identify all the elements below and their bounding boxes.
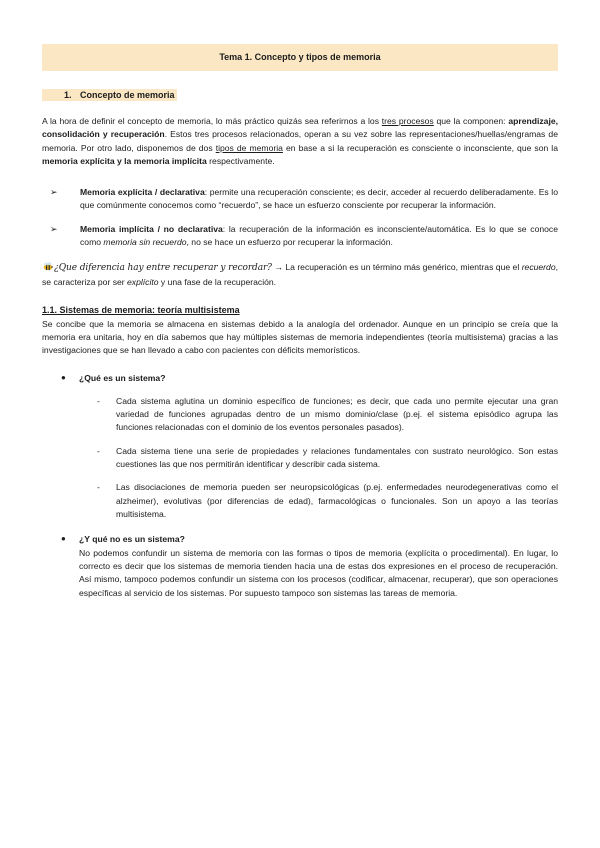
section-title: Concepto de memoria [80,89,175,100]
intro-text: A la hora de definir el concepto de memoria, lo más práctico quizás sea referirnos a los [42,115,382,126]
dot-bullet-icon: ● [61,534,66,544]
intro-underlined-processes: tres procesos [381,115,434,126]
characteristic-text: Las disociaciones de memoria pueden ser neuropsicológicas (p.ej. enfermedades neurodegenerativas como el alzheimer), evolutivas (por diferencias de edad), farmacológicas o funcionales. Son un apoyo a las teorías multisistema. [116,482,558,519]
question-title: ¿Qué es un sistema? [79,372,166,383]
intro-bold-processes: aprendizaje, consolidación y recuperación [42,115,558,140]
question-text: → La recuperación es un término más genérico, mientras que el [271,262,522,273]
intro-text: respectivamente. [206,155,275,166]
intro-underlined-types: tipos de memoria [215,142,283,153]
characteristic-text: Cada sistema tiene una serie de propiedades y relaciones fundamentales con sustrato neurológico. Son estas cuestiones las que nos permitirán identificar y describir cada sistema. [116,445,558,470]
document-page [42,44,558,612]
arrow-bullet-icon: ➢ [50,223,58,234]
list-item [42,372,558,522]
subsection-paragraph: Se concibe que la memoria se almacena en sistemas debido a la analogía del ordenador. Aunque en un principio se creía que la memoria era unitaria, hoy en día sabemos que hay múltiples sistemas de memoria independientes (teoría multisistema) gracias a las investigaciones que se han llevado a cabo con pacientes con déficits memorísticos. [42,318,558,356]
arrow-bullet-icon: ➢ [50,187,58,198]
dash-bullet-icon: - [97,445,100,456]
dash-bullet-icon: - [97,482,100,493]
question-paragraph [42,261,558,289]
question-text: , se caracteriza por ser [42,262,558,288]
question-answer-text: No podemos confundir un sistema de memoria con las formas o tipos de memoria (explícita o procedimental). En lugar, lo correcto es decir que los sistemas de memoria tienden hacia una de estas dos expresiones en el proceso de recuperación. Así mismo, tampoco podemos confundir un sistema con los procesos (codificar, almacenar, recuperar), que son operaciones específicas al servicio de los sistemas. Por supuesto tampoco son sistemas las tareas de memoria. [79,547,558,598]
section-heading-highlight [42,89,177,101]
dot-bullet-icon: ● [61,372,66,382]
list-item [42,186,558,213]
intro-paragraph [42,115,558,168]
memory-type-term: Memoria implícita / no declarativa [80,223,223,234]
system-questions-list [42,372,558,600]
question-title: ¿Y qué no es un sistema? [79,534,185,545]
question-text: y una fase de la recuperación. [158,277,277,288]
memory-type-term: Memoria explícita / declarativa [80,187,205,198]
question-italic: explícito [127,277,159,288]
section-heading [42,89,558,103]
list-item [42,533,558,600]
memory-type-text: : la recuperación de la información es inconsciente/automática. Es lo que se conoce como [80,223,558,248]
memory-type-text: : permite una recuperación consciente; es decir, acceder al recuerdo deliberadamente. Es lo que comúnmente conocemos como “recuerdo”, se hace un esfuerzo consciente por recuperar la información. [80,187,558,211]
dash-bullet-icon: - [97,395,100,406]
list-item [42,223,558,250]
memory-types-list [42,186,558,249]
characteristic-text: Cada sistema aglutina un dominio específico de funciones; es decir, que cada uno permite ejecutar una gran variedad de funciones agrupadas dentro de un mismo dominio/clase (p.ej. el sistema episódico agrupa las funciones relacionadas con el dominio de los eventos personales pasados). [116,395,558,433]
section-number: 1. [64,89,72,100]
intro-bold-types: memoria explícita y la memoria implícita [42,155,207,166]
memory-type-text: , no se hace un esfuerzo por recuperar la información. [186,237,393,248]
list-item [79,445,558,472]
intro-text: . Estos tres procesos relacionados, operan a su vez sobre las representaciones/huellas/engramas de memoria. Por otro lado, disponemos de dos [42,129,558,153]
handwritten-question: ¿Que diferencia hay entre recuperar y recordar? [54,263,272,274]
system-characteristics-list [79,395,558,522]
memory-type-italic: memoria sin recuerdo [103,237,187,248]
intro-text: en base a si la recuperación es consciente o inconsciente, que son la [282,142,558,153]
subsection-title: 1.1. Sistemas de memoria: teoría multisistema [42,304,240,315]
bee-icon [42,262,53,271]
list-item [79,395,558,435]
list-item [79,481,558,521]
question-italic: recuerdo [521,262,556,273]
document-title: Tema 1. Concepto y tipos de memoria [42,44,558,71]
intro-text: que la componen: [433,115,509,126]
